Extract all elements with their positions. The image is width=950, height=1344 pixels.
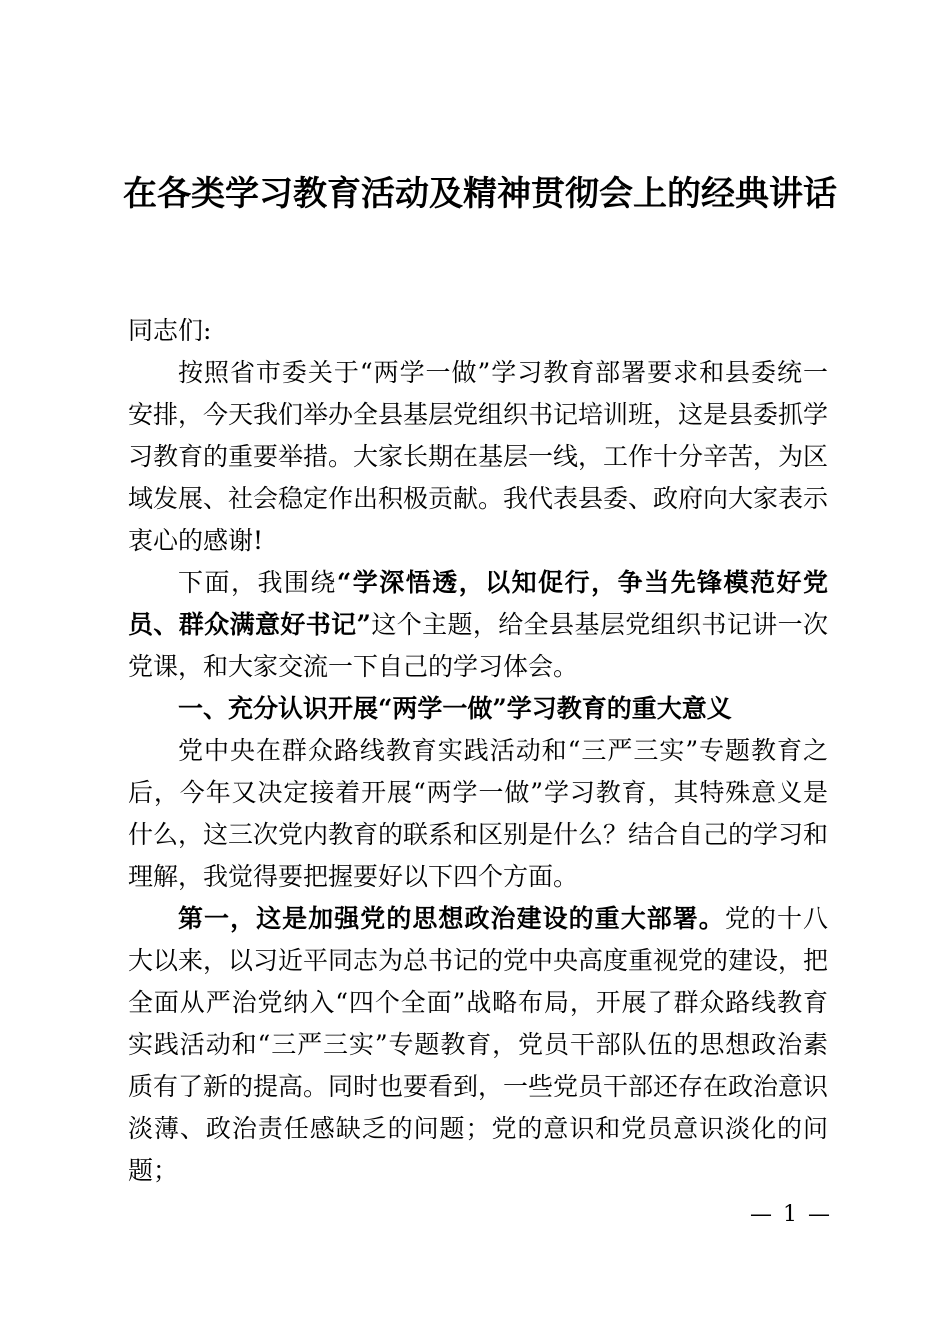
salutation: 同志们:	[128, 316, 212, 345]
theme-tail-text: 这个主题，给全县基层党组织书记讲一次党课，和大家交流一下自己的学习体会。	[128, 610, 828, 681]
first-point-bold-text: 第一，这是加强党的思想政治建设的重大部署。	[178, 904, 725, 933]
document-title: 在各类学习教育活动及精神贯彻会上的经典讲话	[123, 174, 837, 214]
document-body	[128, 310, 828, 1192]
section-heading-1: 一、充分认识开展“两学一做”学习教育的重大意义	[178, 694, 732, 723]
theme-bold-text: “学深悟透，以知促行，争当先锋模范好党员、群众满意好书记”	[128, 568, 828, 639]
first-point-text: 党的十八大以来，以习近平同志为总书记的党中央高度重视党的建设，把全面从严治党纳入“四个全面”战略布局，开展了群众路线教育实践活动和“三严三实”专题教育，党员干部队伍的思想政治素质有了新的提高。同时也要看到，一些党员干部还存在政治意识淡薄、政治责任感缺乏的问题；党的意识和党员意识淡化的问题；	[128, 904, 829, 1185]
paragraph-intro: 按照省市委关于“两学一做”学习教育部署要求和县委统一安排，今天我们举办全县基层党组织书记培训班，这是县委抓学习教育的重要举措。大家长期在基层一线，工作十分辛苦，为区域发展、社会稳定作出积极贡献。我代表县委、政府向大家表示衷心的感谢!	[128, 358, 829, 555]
paragraph-theme	[128, 562, 828, 688]
paragraph-first-point	[128, 898, 828, 1192]
theme-lead-text: 下面，我围绕	[178, 568, 337, 597]
paragraph-significance: 党中央在群众路线教育实践活动和“三严三实”专题教育之后，今年又决定接着开展“两学一做”学习教育，其特殊意义是什么，这三次党内教育的联系和区别是什么？结合自己的学习和理解，我觉得要把握要好以下四个方面。	[128, 736, 829, 891]
page-number: — 1 —	[750, 1202, 832, 1227]
